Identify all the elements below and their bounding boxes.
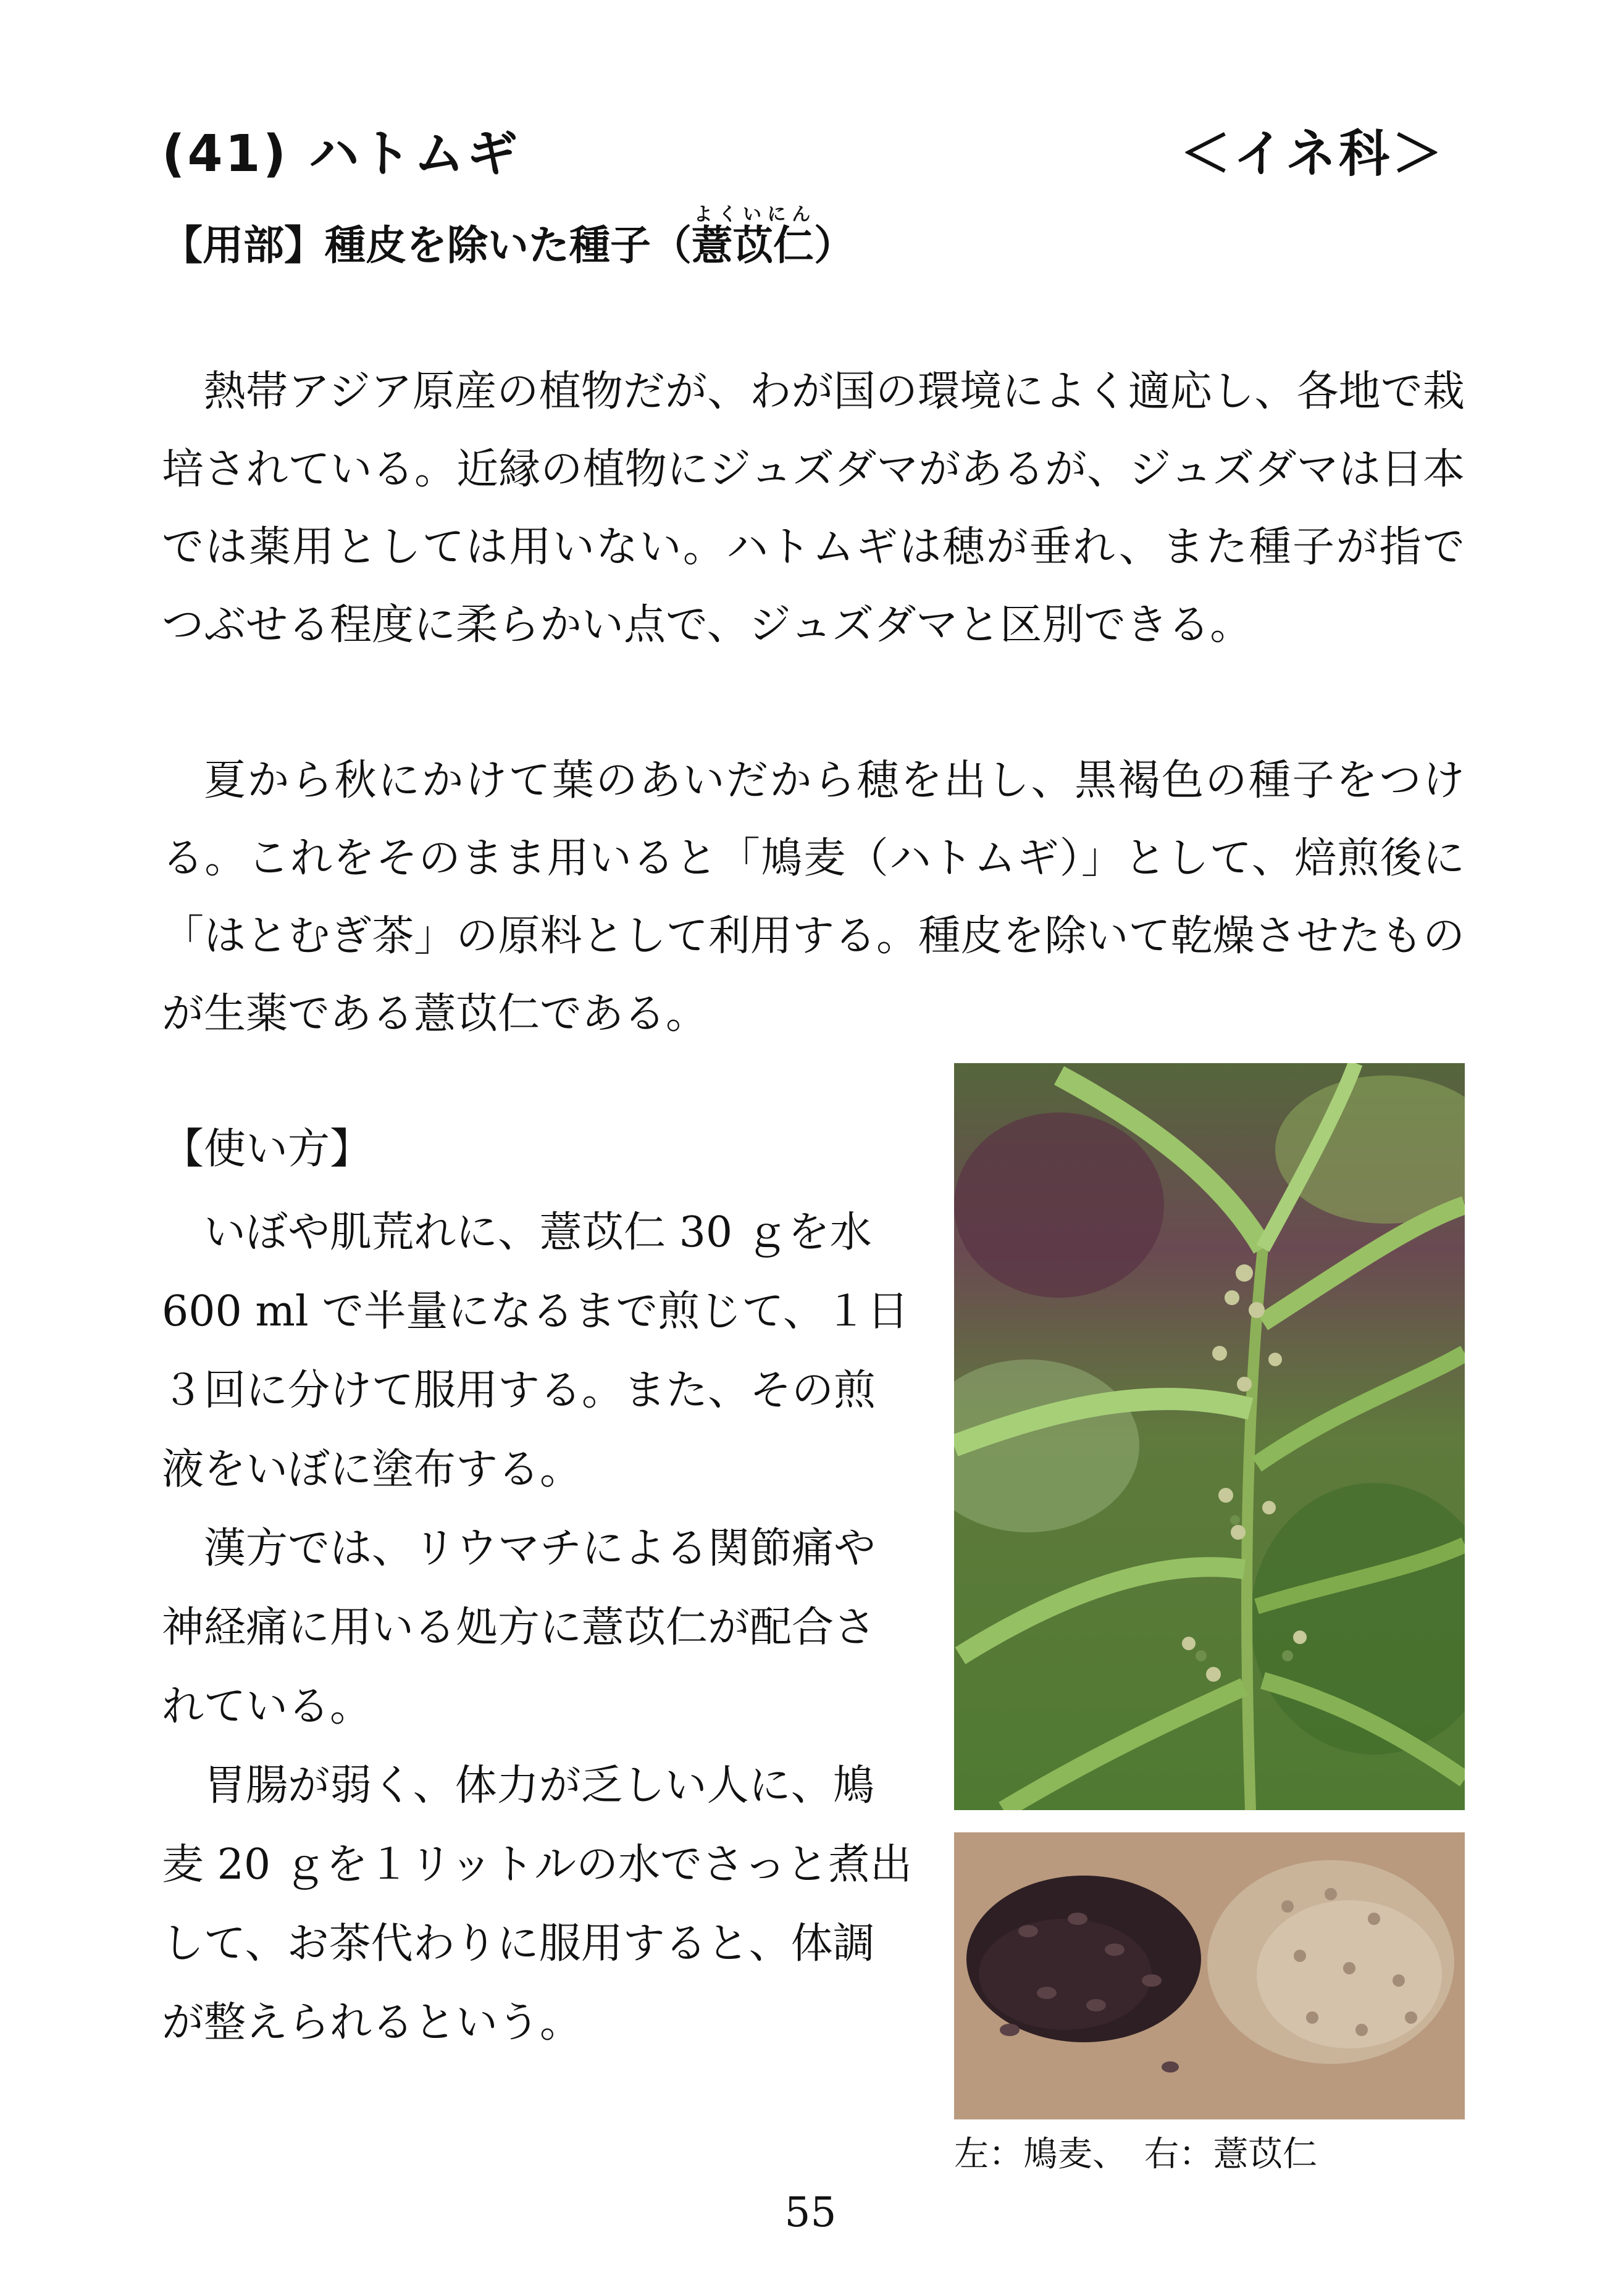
subtitle-term-text: 薏苡仁 xyxy=(692,222,814,269)
plant-photo xyxy=(954,1063,1465,1810)
usage-heading: 【使い方】 xyxy=(162,1125,372,1174)
plant-photo-image xyxy=(954,1063,1465,1810)
photo-caption: 左：鳩麦、 右：薏苡仁 xyxy=(954,2134,1317,2174)
subtitle-prefix: 【用部】種皮を除いた種子（ xyxy=(162,222,692,269)
usage-paragraph-3: 胃腸が弱く、体力が乏しい人に、鳩麦 20 ｇを１リットルの水でさっと煮出して、お茶代わりに服用すると、体調が整えられるという。 xyxy=(162,1761,913,2047)
plant-family-label: ＜イネ科＞ xyxy=(1179,125,1445,183)
body-paragraph-1: 熱帯アジア原産の植物だが、わが国の環境によく適応し、各地で栽培されている。近縁の植物にジュズダマがあるが、ジュズダマは日本では薬用としては用いない。ハトムギは穂が垂れ、また種子が指でつぶせる程度に柔らかい点で、ジュズダマと区別できる。 xyxy=(162,367,1465,649)
body-paragraph-2: 夏から秋にかけて葉のあいだから穂を出し、黒褐色の種子をつける。これをそのまま用いると「鳩麦（ハトムギ）」として、焙煎後に「はとむぎ茶」の原料として利用する。種皮を除いて乾燥させたものが生薬である薏苡仁である。 xyxy=(162,756,1465,1038)
page-title: (41) ハトムギ xyxy=(162,125,520,183)
seed-photo-image xyxy=(954,1832,1465,2119)
seed-photo xyxy=(954,1832,1465,2119)
usage-paragraph-1: いぼや肌荒れに、薏苡仁 30 ｇを水 600 ml で半量になるまで煎じて、１日３回に分けて服用する。また、その煎液をいぼに塗布する。 xyxy=(162,1208,909,1494)
subtitle-suffix: ） xyxy=(814,222,855,269)
subtitle-reading: よくいにん xyxy=(692,204,814,225)
usage-paragraph-2: 漢方では、リウマチによる関節痛や神経痛に用いる処方に薏苡仁が配合されている。 xyxy=(162,1524,876,1731)
subtitle-term xyxy=(692,204,814,269)
page-number: 55 xyxy=(784,2189,837,2236)
used-part-subtitle xyxy=(162,204,855,271)
